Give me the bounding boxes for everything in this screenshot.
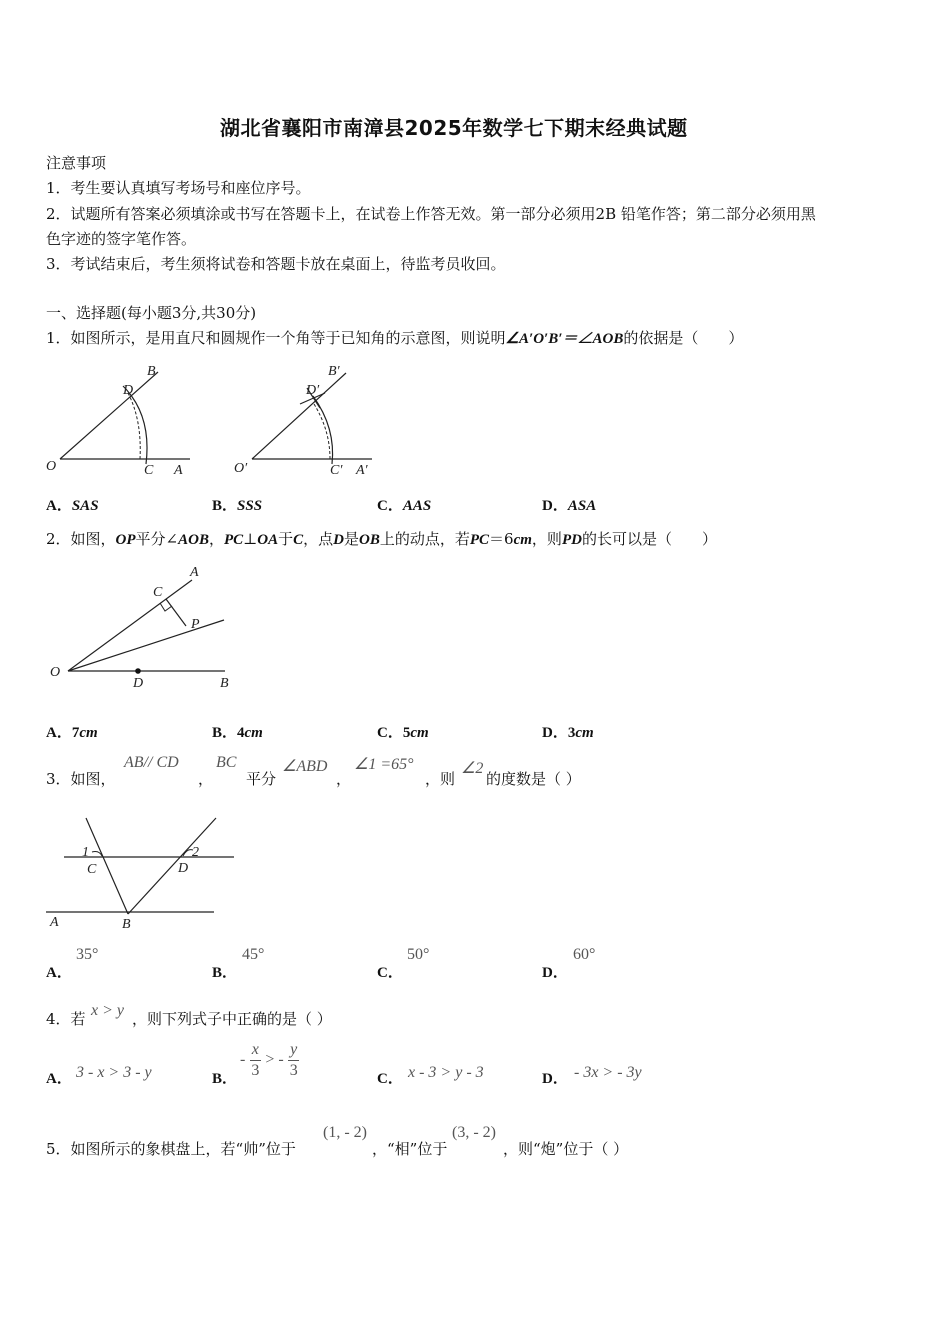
option-A[interactable]: A．SAS [46, 498, 99, 514]
option-D[interactable]: D． [542, 1071, 568, 1087]
question-2-figure [40, 558, 250, 693]
option-D-expr: - 3x > - 3y [574, 1064, 642, 1081]
label-C: C [144, 463, 154, 478]
option-A[interactable]: A． [46, 965, 72, 981]
math-coord-xiang: (3, - 2) [452, 1124, 496, 1141]
page-title: 湖北省襄阳市南漳县2025年数学七下期末经典试题 [220, 116, 688, 140]
option-A[interactable]: A．7cm [46, 725, 98, 741]
option-B[interactable]: B． [212, 965, 238, 981]
option-A-expr: 3 - x > 3 - y [76, 1064, 152, 1081]
label-C: C [87, 862, 97, 877]
label-A: A [190, 565, 199, 580]
question-4-n: 4．若 [46, 1010, 86, 1028]
notice-item: 2．试题所有答案必须填涂或书写在答题卡上，在试卷上作答无效。第一部分必须用2B 铅笔作答；第二部分必须用黑 [46, 205, 816, 223]
notice-item: 3．考试结束后，考生须将试卷和答题卡放在桌面上，待监考员收回。 [46, 255, 506, 273]
option-B-expr: - $\frac{x}{3}$ > - $\frac{y}{3}$ [240, 1041, 298, 1079]
label-D: D [133, 676, 144, 691]
math-angle-abd: ∠ABD [282, 758, 328, 775]
option-C-expr: x - 3 > y - 3 [408, 1064, 484, 1081]
label-A: A [174, 463, 183, 478]
option-D-value: 60° [573, 946, 596, 963]
question-1-stem: 1．如图所示，是用直尺和圆规作一个角等于已知角的示意图，则说明∠A′O′B′＝∠AOB的依据是（ ） [46, 329, 744, 347]
label-1: 1 [82, 845, 89, 860]
option-B[interactable]: B．SSS [212, 498, 263, 514]
label-O-prime: O′ [234, 461, 248, 476]
math-angle2: ∠2 [461, 760, 484, 777]
math-ab-parallel-cd: AB// CD [124, 754, 179, 771]
label-B-prime: B′ [328, 364, 340, 379]
section-heading: 一、选择题(每小题3分,共30分) [46, 304, 257, 322]
label-D-prime: D′ [306, 383, 320, 398]
label-B: B [122, 917, 131, 930]
notice-item: 色字迹的签字笔作答。 [46, 230, 197, 248]
option-C[interactable]: C． [377, 1071, 403, 1087]
option-B[interactable]: B．4cm [212, 725, 263, 741]
option-A-value: 35° [76, 946, 99, 963]
option-D[interactable]: D．ASA [542, 498, 597, 514]
label-B: B [147, 364, 156, 379]
math-bc: BC [216, 754, 237, 771]
question-3-figure [40, 812, 240, 930]
label-A: A [50, 915, 59, 930]
math-angle1: ∠1 =65° [354, 756, 414, 773]
question-1-figure [40, 360, 400, 482]
label-O: O [46, 459, 57, 474]
option-A[interactable]: A． [46, 1071, 72, 1087]
label-C-prime: C′ [330, 463, 343, 478]
option-D[interactable]: D．3cm [542, 725, 594, 741]
option-B-value: 45° [242, 946, 265, 963]
option-C[interactable]: C． [377, 965, 403, 981]
option-C[interactable]: C．AAS [377, 498, 432, 514]
option-B[interactable]: B． [212, 1071, 238, 1087]
label-B: B [220, 676, 229, 691]
option-D[interactable]: D． [542, 965, 568, 981]
question-5-n: 5．如图所示的象棋盘上，若“帅”位于 [46, 1140, 296, 1158]
label-2: 2 [192, 845, 199, 860]
label-O: O [50, 665, 61, 680]
option-C[interactable]: C．5cm [377, 725, 429, 741]
label-D: D [123, 383, 134, 398]
option-C-value: 50° [407, 946, 430, 963]
notice-heading: 注意事项 [46, 154, 107, 172]
question-2-stem: 2．如图，OP平分∠AOB，PC⊥OA于C，点D是OB上的动点，若PC＝6cm，则PD的长可以是（ ） [46, 530, 717, 548]
label-D: D [178, 861, 189, 876]
math-x-gt-y: x > y [91, 1002, 124, 1019]
math-coord-shuai: (1, - 2) [323, 1124, 367, 1141]
question-3-n: 3．如图， [46, 770, 116, 788]
label-A-prime: A′ [356, 463, 368, 478]
label-P: P [191, 617, 200, 632]
label-C: C [153, 585, 163, 600]
notice-item: 1．考生要认真填写考场号和座位序号。 [46, 179, 311, 197]
